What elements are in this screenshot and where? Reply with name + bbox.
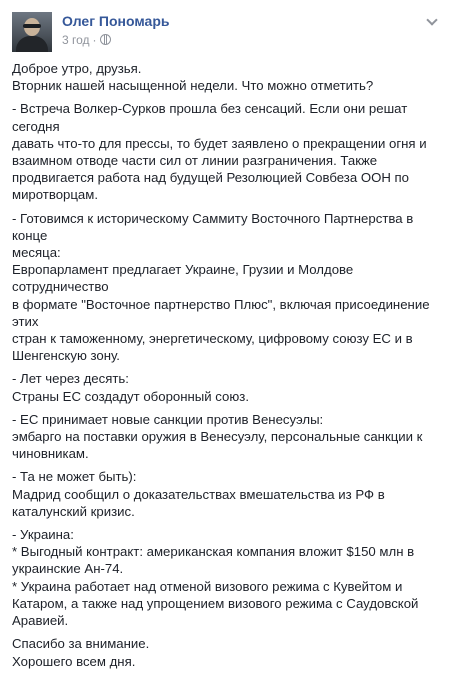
post-paragraph: [12, 210, 434, 365]
post-paragraph: [12, 370, 434, 404]
meta-separator: ·: [92, 33, 97, 47]
post-text-line: Доброе утро, друзья.: [12, 61, 142, 76]
post-text-line: - Украина:: [12, 527, 74, 543]
post-text-line: Спасибо за внимание.: [12, 636, 150, 652]
post-timestamp-link[interactable]: 3 год: [62, 33, 90, 47]
post-paragraph: [12, 411, 434, 463]
post-paragraph: [12, 526, 434, 629]
post-text-line: в формате "Восточное партнерство Плюс", включая присоединение этих: [12, 296, 430, 329]
post-text-line: - Лет через десять:: [12, 371, 129, 387]
post-text-line: чиновникам.: [12, 446, 89, 462]
chevron-down-icon[interactable]: [427, 16, 437, 26]
post-text-line: Аравией.: [12, 613, 69, 629]
post-text-line: стран к таможенному, энергетическому, цифровому союзу ЕС и в: [12, 331, 413, 347]
post-text-line: продвигается работа над будущей Резолюцией Совбеза ООН по: [12, 170, 409, 186]
post-text-line: взаимном отводе части сил от линии разграничения. Также: [12, 153, 378, 169]
post-text-line: Мадрид сообщил о доказательствах вмешательства из РФ в: [12, 486, 385, 502]
post-paragraph: [12, 635, 434, 669]
post-paragraph: [12, 468, 434, 520]
author-avatar[interactable]: [12, 12, 52, 52]
author-name-link[interactable]: Олег Пономарь: [62, 13, 170, 29]
post-text-line: * Украина работает над отменой визового режима с Кувейтом и: [12, 578, 403, 594]
post-text-line: Страны ЕС создадут оборонный союз.: [12, 388, 249, 404]
post-text-line: - Готовимся к историческому Саммиту Восточного Партнерства в конце: [12, 210, 414, 243]
post-text-line: украинские Ан-74.: [12, 561, 124, 577]
post-text-line: Хорошего всем дня.: [12, 653, 136, 669]
post-text-line: Шенгенскую зону.: [12, 348, 120, 364]
post-text-line: - ЕС принимает новые санкции против Венесуэлы:: [12, 411, 324, 427]
post-text: [12, 60, 434, 676]
post-text-line: месяца:: [12, 245, 61, 261]
post-text-line: Катаром, а также над упрощением визового режима с Саудовской: [12, 595, 419, 611]
post-text-line: каталунский кризис.: [12, 503, 135, 519]
post-meta: [62, 33, 111, 47]
post-text-line: - Та не может быть):: [12, 469, 137, 485]
globe-icon[interactable]: [100, 34, 111, 45]
post-text-line: Вторник нашей насыщенной недели. Что можно отметить?: [12, 78, 374, 94]
post-text-line: давать что-то для прессы, то будет заявлено о прекращении огня и: [12, 135, 427, 151]
post-text-line: * Выгодный контракт: американская компания вложит $150 млн в: [12, 544, 415, 560]
post-text-line: миротворцам.: [12, 187, 98, 203]
post-paragraph: [12, 60, 434, 94]
post-text-line: эмбарго на поставки оружия в Венесуэлу, персональные санкции к: [12, 429, 423, 445]
post-text-line: Европарламент предлагает Украине, Грузии и Молдове сотрудничество: [12, 262, 354, 295]
post-paragraph: [12, 100, 434, 203]
post-text-line: - Встреча Волкер-Сурков прошла без сенсаций. Если они решат сегодня: [12, 101, 408, 134]
